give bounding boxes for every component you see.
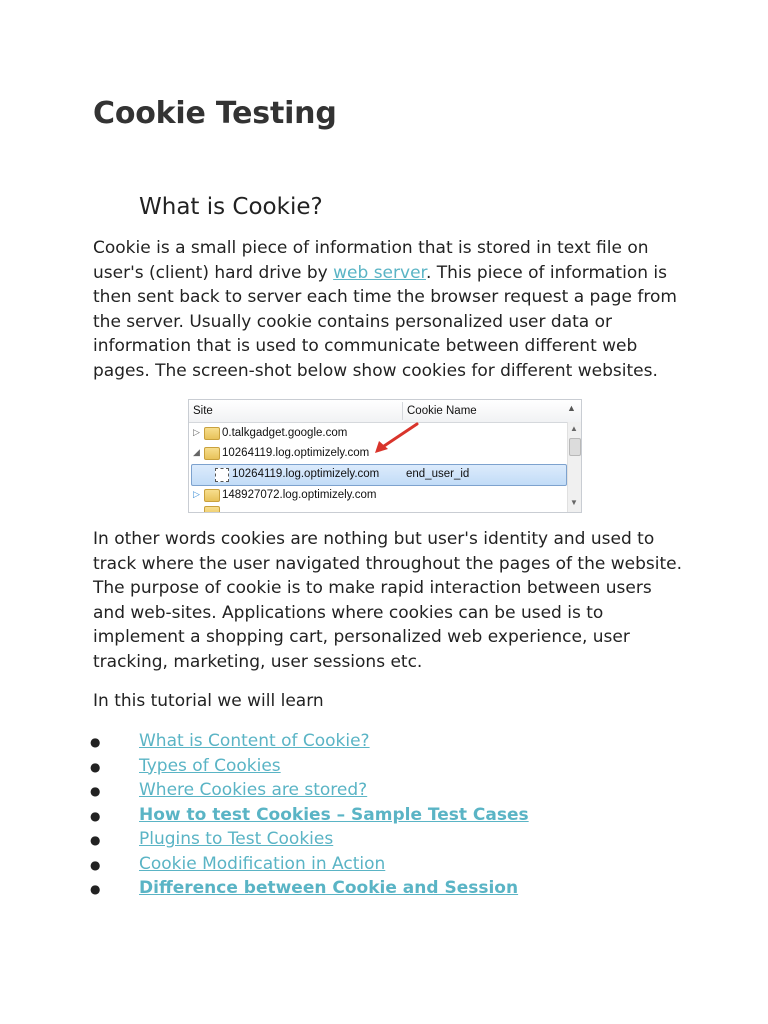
bullet-icon: ● (90, 882, 101, 896)
list-item (90, 754, 693, 779)
text-line: tracking, marketing, user sessions etc. (93, 651, 423, 672)
folder-icon (204, 447, 220, 460)
text-fragment: . This piece of information is (425, 262, 667, 283)
site-name: 10264119.log.optimizely.com (222, 447, 370, 459)
expand-triangle-icon: ▷ (193, 489, 200, 499)
topic-link[interactable]: Cookie Modification in Action (139, 853, 386, 874)
bullet-icon: ● (90, 857, 101, 872)
red-arrow-icon (371, 422, 421, 456)
sort-up-icon: ▲ (567, 403, 576, 413)
text-line: information that is used to communicate between different web (93, 336, 638, 357)
bullet-icon: ● (90, 833, 101, 847)
topic-link[interactable]: Plugins to Test Cookies (139, 829, 334, 849)
text-line: implement a shopping cart, personalized web experience, user (93, 627, 630, 648)
text-line: In other words cookies are nothing but user's identity and used to (93, 529, 655, 549)
cookie-name: end_user_id (406, 468, 470, 480)
text-line: and web-sites. Applications where cookies can be used is to (93, 602, 604, 623)
list-item (90, 803, 693, 828)
tree-row-partial (189, 506, 567, 513)
web-server-link[interactable]: web server (333, 262, 426, 283)
cookie-name-column-header: Cookie Name (407, 405, 477, 417)
page-title: Cookie Testing (93, 96, 337, 131)
site-name: 0.talkgadget.google.com (222, 427, 348, 439)
tutorial-intro (93, 689, 693, 714)
bullet-icon: ● (90, 759, 101, 774)
site-name: 10264119.log.optimizely.com (232, 468, 380, 480)
topic-link[interactable]: Types of Cookies (139, 755, 281, 776)
intro-paragraph (93, 236, 693, 384)
scroll-thumb[interactable] (569, 438, 581, 456)
text-line: The purpose of cookie is to make rapid interaction between users (93, 578, 652, 599)
folder-icon (204, 506, 220, 513)
folder-icon (204, 427, 220, 440)
bullet-icon: ● (90, 735, 101, 749)
text-line: the server. Usually cookie contains personalized user data or (93, 311, 612, 332)
tree-row (189, 486, 567, 506)
topic-link[interactable]: Difference between Cookie and Session (139, 878, 519, 898)
text-line: track where the user navigated throughout the pages of the website. (93, 553, 682, 574)
tree-header (189, 400, 581, 423)
text-fragment: user's (client) hard drive by (93, 262, 334, 283)
list-item (90, 876, 693, 901)
text-line: then sent back to server each time the browser request a page from (93, 287, 677, 308)
topic-link[interactable]: What is Content of Cookie? (139, 731, 370, 751)
second-paragraph (93, 527, 693, 675)
site-column-header: Site (193, 405, 213, 417)
cookie-icon (215, 468, 229, 482)
bullet-icon: ● (90, 808, 101, 823)
tree-row-selected (191, 464, 567, 486)
cookie-screenshot (188, 399, 582, 513)
scroll-up-icon[interactable]: ▲ (570, 424, 578, 433)
text-line: pages. The screen-shot below show cookies for different websites. (93, 360, 658, 381)
list-item (90, 827, 693, 852)
column-separator (402, 402, 403, 420)
text-line (93, 261, 693, 286)
tutorial-topics-list (90, 729, 693, 901)
scroll-down-icon[interactable]: ▼ (570, 498, 578, 507)
section-heading: What is Cookie? (139, 194, 323, 220)
site-name: 148927072.log.optimizely.com (222, 489, 377, 501)
scrollbar[interactable] (567, 422, 581, 512)
topic-link[interactable]: Where Cookies are stored? (139, 780, 368, 800)
collapse-triangle-icon: ◢ (193, 447, 200, 457)
text-line: In this tutorial we will learn (93, 691, 324, 711)
bullet-icon: ● (90, 784, 101, 798)
folder-icon (204, 489, 220, 502)
list-item (90, 729, 693, 754)
text-line: Cookie is a small piece of information that is stored in text file on (93, 238, 649, 258)
list-item (90, 852, 693, 877)
arrow-head (375, 441, 388, 453)
arrow-shaft (381, 424, 417, 448)
topic-link[interactable]: How to test Cookies – Sample Test Cases (139, 804, 529, 825)
list-item (90, 778, 693, 803)
expand-triangle-icon: ▷ (193, 427, 200, 437)
